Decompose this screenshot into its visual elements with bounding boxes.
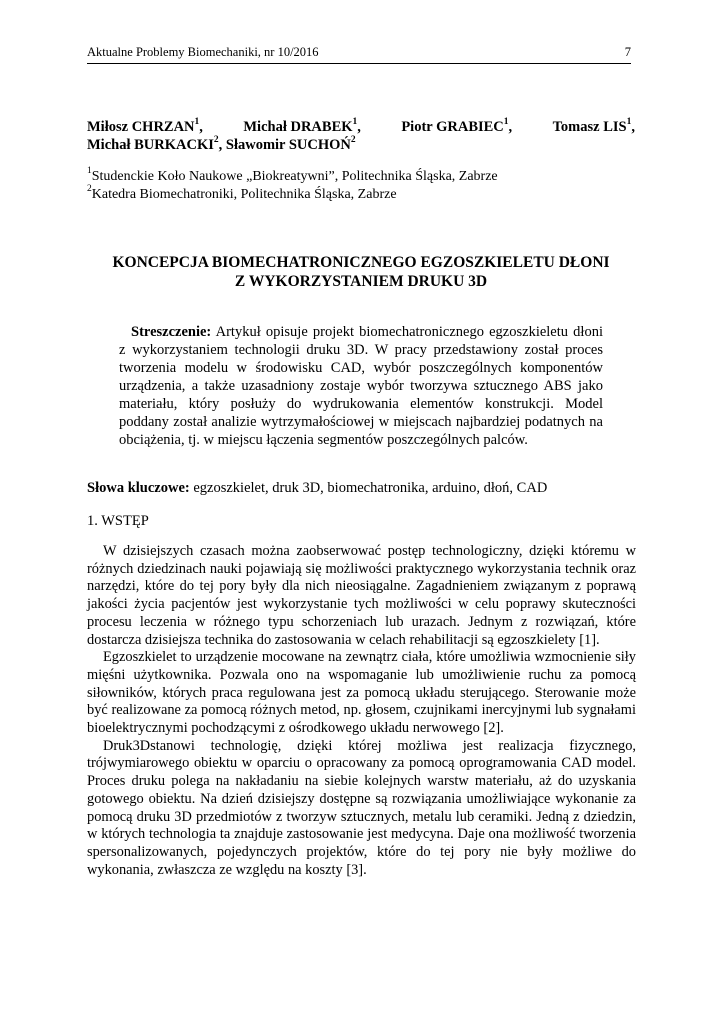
author: Tomasz LIS$^1$, [552, 117, 635, 135]
keywords-label: Słowa kluczowe: [87, 480, 190, 496]
author-list [87, 118, 635, 154]
keywords-text: egzoszkielet, druk 3D, biomechatronika, arduino, dłoń, CAD [193, 480, 548, 496]
affiliations [87, 168, 635, 204]
paragraph: W dzisiejszych czasach można zaobserwować postęp technologiczny, dzięki któremu w różnych dziedzinach nauki pojawiają się możliwości praktycznego wykorzystania technik oraz narzędzi, które do tej pory były dla nich nieosiągalne. Zagadnieniem związanym z poprawą jakości życia pacjentów jest wykorzystanie tych możliwości w celu poprawy skuteczności procesu leczenia w różnego typu schorzeniach lub urazach. Jednym z rozwiązań, które dostarcza dzisiejsza technika do zastosowania w celach rehabilitacji są egzoszkielety [1]. [87, 543, 636, 648]
body-text [87, 543, 636, 879]
author: Michał BURKACKI$^2$, [87, 135, 223, 153]
affiliation-1: $^1$Studenckie Koło Naukowe „Biokreatywni”, Politechnika Śląska, Zabrze [87, 166, 498, 184]
running-header [87, 43, 631, 64]
author-line-1 [87, 118, 635, 136]
abstract [119, 323, 603, 449]
author: Michał DRABEK$^1$, [243, 117, 361, 135]
author: Sławomir SUCHOŃ$^2$ [225, 135, 356, 153]
keywords [87, 479, 635, 497]
title-line-2: Z WYKORZYSTANIEM DRUKU 3D [234, 273, 488, 290]
paper-title [87, 253, 635, 291]
paragraph: Druk3Dstanowi technologię, dzięki której możliwa jest realizacja fizycznego, trójwymiarowego obiektu w oparciu o opracowany za pomocą oprogramowania CAD model. Proces druku polega na nakładaniu na siebie kolejnych warstw materiału, aż do uzyskania gotowego obiektu. Na dzień dzisiejszy dostępne są rozwiązania umożliwiające wykonanie za pomocą druku 3D przedmiotów z tworzyw sztucznych, metalu lub ceramiki. Jedną z dziedzin, w których technologia ta znajduje zastosowanie jest medycyna. Daje ona możliwość tworzenia spersonalizowanych, pojedynczych projektów, które do tej pory nie były możliwe do wykonania, zwłaszcza ze względu na koszty [3]. [87, 737, 636, 878]
author: Miłosz CHRZAN$^1$, [87, 117, 203, 135]
abstract-label: Streszczenie: [131, 324, 212, 340]
author-line-2 [87, 136, 635, 154]
page-number: 7 [624, 45, 631, 59]
journal-title: Aktualne Problemy Biomechaniki, nr 10/2016 [87, 45, 319, 59]
paragraph: Egzoszkielet to urządzenie mocowane na zewnątrz ciała, które umożliwia wzmocnienie siły mięśni użytkownika. Pozwala ono na wspomaganie lub umożliwienie ruchu za pomocą siłowników, których praca regulowana jest za pomocą układu sterującego. Sterowanie może być realizowane za pomocą różnych metod, np. głosem, czujnikami inercyjnymi lub sygnałami bioelektrycznymi pochodzącymi z ośrodkowego układu nerwowego [2]. [87, 649, 636, 737]
abstract-text: Artykuł opisuje projekt biomechatronicznego egzoszkieletu dłoni z wykorzystaniem technologii druku 3D. W pracy przedstawiony został proces tworzenia modelu w środowisku CAD, wybór poszczególnych komponentów urządzenia, a także uzasadniony zostaje wybór tworzywa sztucznego ABS jako materiału, który posłuży do wydrukowania elementów konstrukcji. Model poddany został analizie wytrzymałościowej w miejscach najbardziej podatnych na obciążenia, tj. w miejscu łączenia segmentów poszczególnych palców. [119, 324, 603, 448]
section-heading: 1. WSTĘP [87, 513, 149, 529]
title-line-1: KONCEPCJA BIOMECHATRONICZNEGO EGZOSZKIELETU DŁONI [112, 254, 610, 271]
affiliation-2: $^2$Katedra Biomechatroniki, Politechnika Śląska, Zabrze [87, 184, 397, 202]
author: Piotr GRABIEC$^1$, [401, 117, 513, 135]
